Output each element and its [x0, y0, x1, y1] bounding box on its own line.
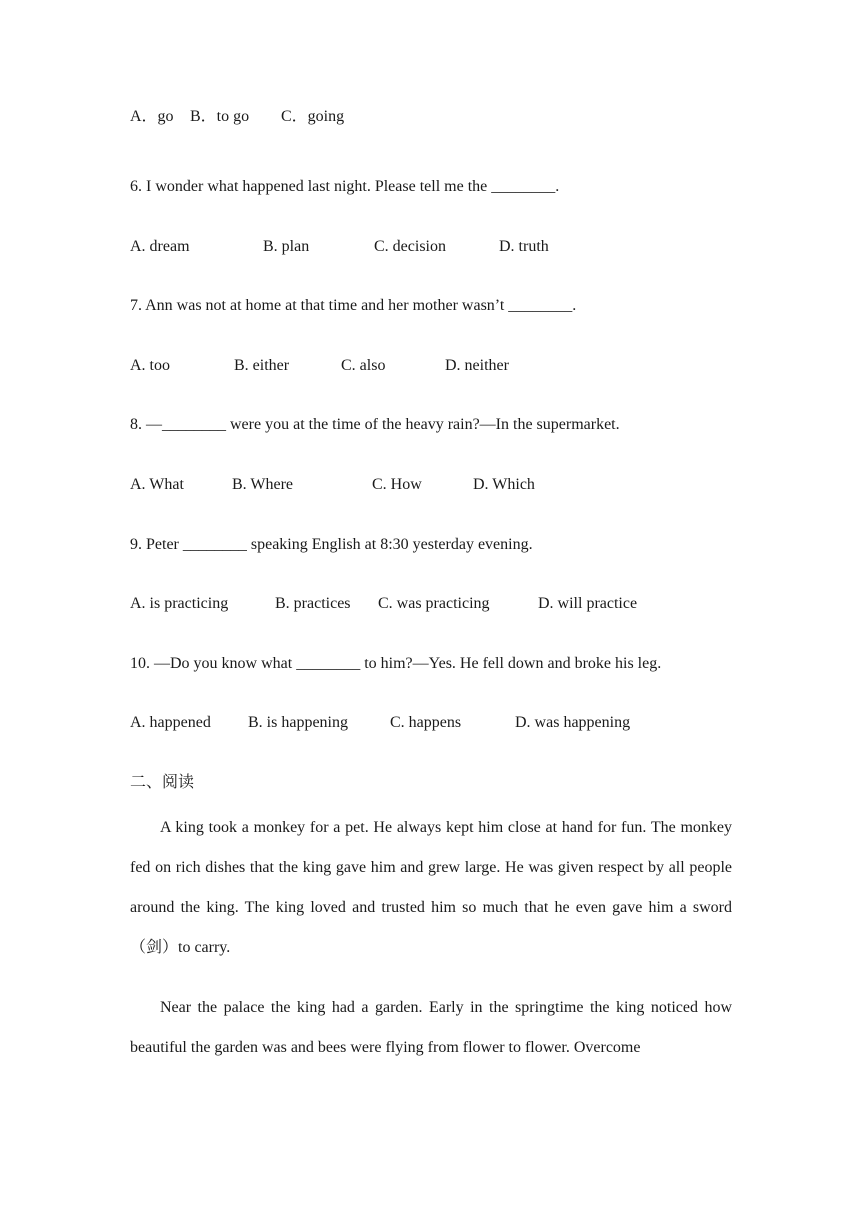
passage-paragraph-1	[130, 808, 732, 968]
q6-option-d: D. truth	[499, 238, 549, 255]
q10-stem: 10. —Do you know what ________ to him?—Yes. He fell down and broke his leg.	[130, 655, 662, 672]
q9-stem: 9. Peter ________ speaking English at 8:30 yesterday evening.	[130, 536, 533, 553]
q6-option-c: C. decision	[374, 238, 446, 255]
q10-option-a: A. happened	[130, 714, 211, 731]
q6-option-b: B. plan	[263, 238, 310, 255]
q8-option-a: A. What	[130, 476, 184, 493]
q6-stem: 6. I wonder what happened last night. Please tell me the ________.	[130, 178, 560, 195]
passage-paragraph-2	[130, 988, 732, 1068]
passage-paragraph-2-text: Near the palace the king had a garden. Early in the springtime the king noticed how beautiful the garden was and bees were flying from flower to flower. Overcome	[130, 999, 732, 1056]
passage-paragraph-1-text: A king took a monkey for a pet. He always kept him close at hand for fun. The monkey fed on rich dishes that the king gave him and grew large. He was given respect by all people around the king. The king loved and trusted him so much that he even gave him a sword（剑）to carry.	[130, 819, 732, 956]
q6-option-a: A. dream	[130, 238, 190, 255]
section-title: 二、阅读	[130, 772, 195, 791]
q8-option-b: B. Where	[232, 476, 294, 493]
q7-option-a: A. too	[130, 357, 170, 374]
q10-option-c: C. happens	[390, 714, 462, 731]
q8-stem: 8. —________ were you at the time of the heavy rain?—In the supermarket.	[130, 416, 620, 433]
q7-stem: 7. Ann was not at home at that time and her mother wasn’t ________.	[130, 297, 577, 314]
q8-option-d: D. Which	[473, 476, 535, 493]
q7-option-d: D. neither	[445, 357, 509, 374]
q5-option-a: A．go	[130, 108, 174, 125]
q5-option-c: C．going	[281, 108, 345, 125]
q9-option-d: D. will practice	[538, 595, 638, 612]
q7-option-c: C. also	[341, 357, 386, 374]
q9-option-c: C. was practicing	[378, 595, 490, 612]
q5-option-b: B．to go	[190, 108, 250, 125]
q9-option-b: B. practices	[275, 595, 351, 612]
q10-option-d: D. was happening	[515, 714, 631, 731]
q10-option-b: B. is happening	[248, 714, 348, 731]
q9-option-a: A. is practicing	[130, 595, 229, 612]
q7-option-b: B. either	[234, 357, 290, 374]
q8-option-c: C. How	[372, 476, 422, 493]
